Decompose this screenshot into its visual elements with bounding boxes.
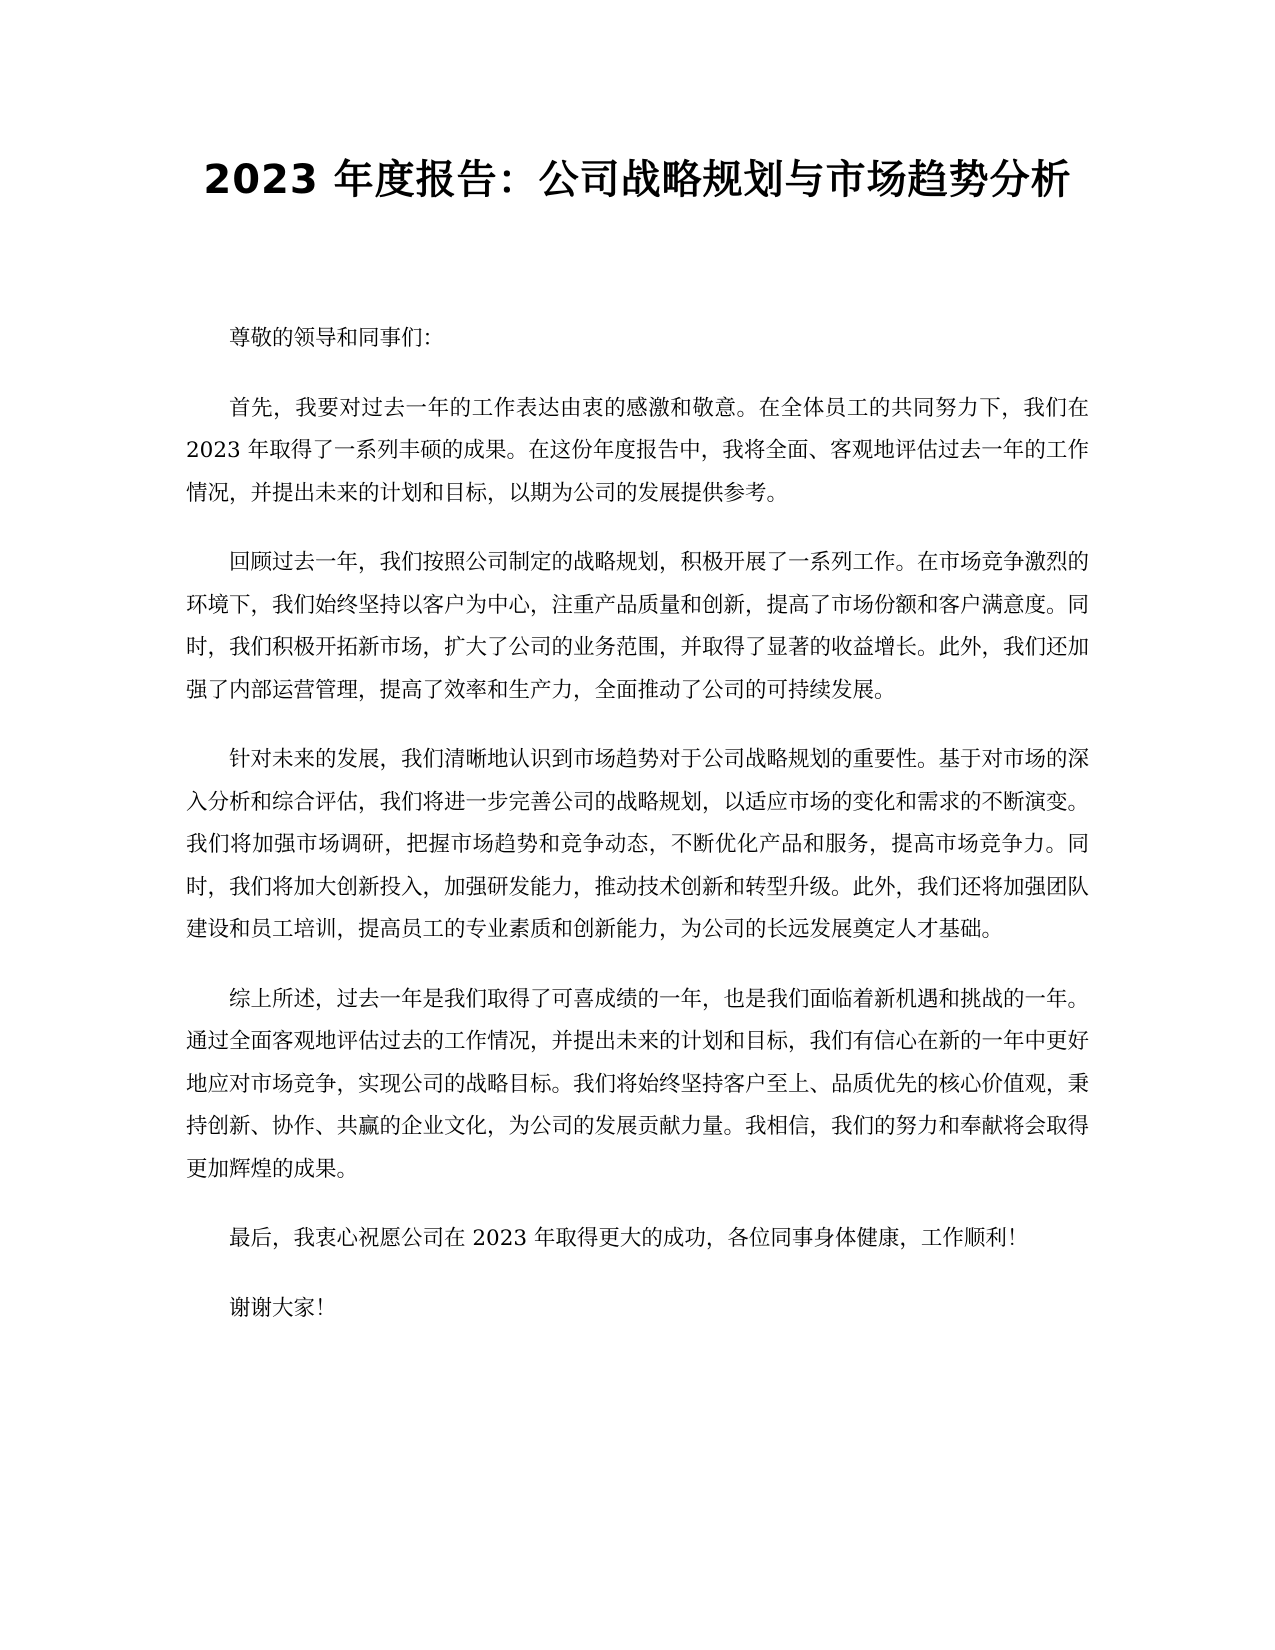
paragraph: 首先，我要对过去一年的工作表达由衷的感激和敬意。在全体员工的共同努力下，我们在 2023 年取得了一系列丰硕的成果。在这份年度报告中，我将全面、客观地评估过去一年的工作情况，并提出未来的计划和目标，以期为公司的发展提供参考。 (186, 395, 1089, 506)
document-title: 2023 年度报告：公司战略规划与市场趋势分析 (203, 157, 1072, 203)
document-body (186, 318, 1089, 1357)
paragraph: 回顾过去一年，我们按照公司制定的战略规划，积极开展了一系列工作。在市场竞争激烈的环境下，我们始终坚持以客户为中心，注重产品质量和创新，提高了市场份额和客户满意度。同时，我们积极开拓新市场，扩大了公司的业务范围，并取得了显著的收益增长。此外，我们还加强了内部运营管理，提高了效率和生产力，全面推动了公司的可持续发展。 (186, 550, 1090, 703)
paragraph: 针对未来的发展，我们清晰地认识到市场趋势对于公司战略规划的重要性。基于对市场的深入分析和综合评估，我们将进一步完善公司的战略规划，以适应市场的变化和需求的不断演变。我们将加强市场调研，把握市场趋势和竞争动态，不断优化产品和服务，提高市场竞争力。同时，我们将加大创新投入，加强研发能力，推动技术创新和转型升级。此外，我们还将加强团队建设和员工培训，提高员工的专业素质和创新能力，为公司的长远发展奠定人才基础。 (186, 747, 1090, 942)
greeting: 尊敬的领导和同事们： (229, 326, 445, 351)
paragraph: 最后，我衷心祝愿公司在 2023 年取得更大的成功，各位同事身体健康，工作顺利！ (229, 1226, 1029, 1251)
paragraph: 综上所述，过去一年是我们取得了可喜成绩的一年，也是我们面临着新机遇和挑战的一年。通过全面客观地评估过去的工作情况，并提出未来的计划和目标，我们有信心在新的一年中更好地应对市场竞争，实现公司的战略目标。我们将始终坚持客户至上、品质优先的核心价值观，秉持创新、协作、共赢的企业文化，为公司的发展贡献力量。我相信，我们的努力和奉献将会取得更加辉煌的成果。 (186, 986, 1090, 1182)
closing: 谢谢大家！ (229, 1295, 337, 1321)
